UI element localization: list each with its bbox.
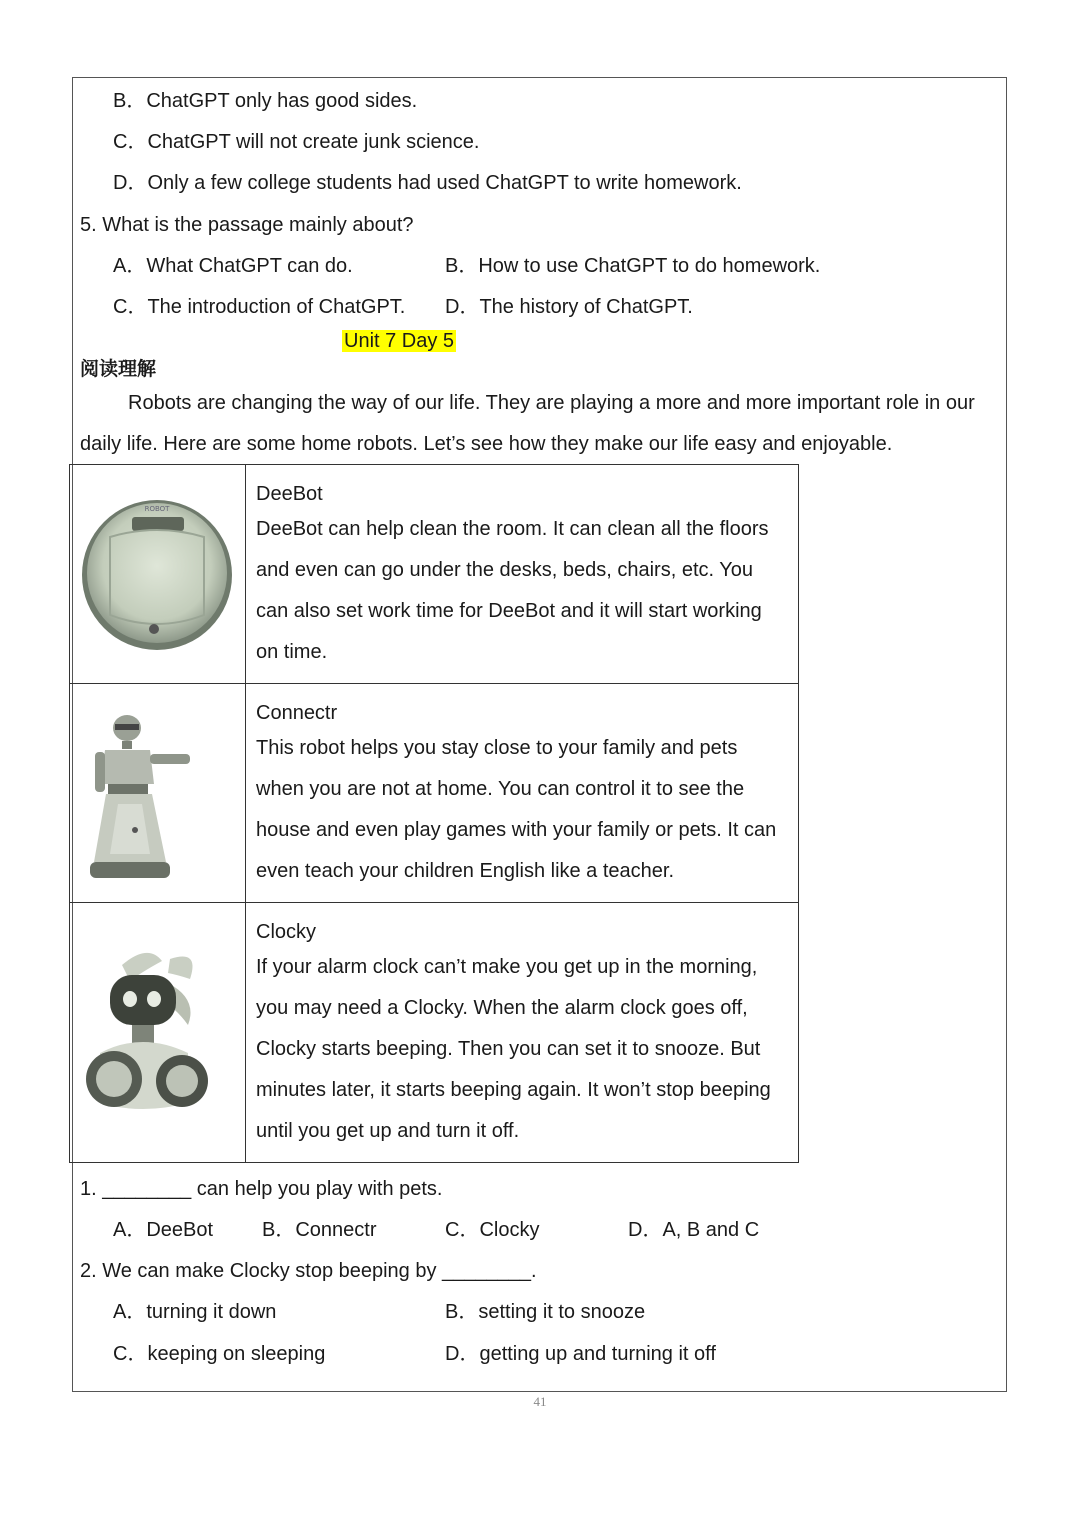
robot-text-cell	[246, 903, 799, 1163]
robot-image-cell	[70, 684, 246, 903]
robot-row-connectr	[70, 684, 799, 903]
q5-option-a: A．What ChatGPT can do.	[113, 255, 353, 277]
q1-option-b: B．Connectr	[262, 1219, 377, 1241]
prev-option-b: B．ChatGPT only has good sides.	[113, 90, 418, 112]
page-number: 41	[533, 1394, 547, 1409]
q1-option-d: D．A, B and C	[628, 1219, 760, 1241]
q5-option-d: D．The history of ChatGPT.	[445, 296, 693, 318]
q1-option-c: C．Clocky	[445, 1219, 540, 1241]
robot-text-cell	[246, 684, 799, 903]
q1-stem: 1. ________ can help you play with pets.	[80, 1178, 443, 1200]
robot-name: Clocky	[256, 921, 317, 943]
intro-paragraph	[80, 383, 1005, 465]
q2-option-c: C．keeping on sleeping	[113, 1343, 326, 1365]
unit-heading: Unit 7 Day 5	[344, 330, 455, 352]
q5-option-c: C．The introduction of ChatGPT.	[113, 296, 406, 318]
prev-option-d: D．Only a few college students had used ChatGPT to write homework.	[113, 172, 742, 194]
q5-option-b: B．How to use ChatGPT to do homework.	[445, 255, 821, 277]
q2-stem: 2. We can make Clocky stop beeping by ________.	[80, 1260, 537, 1282]
q5-stem: 5. What is the passage mainly about?	[80, 214, 414, 236]
robot-vacuum-icon	[70, 465, 245, 683]
robot-name: Connectr	[256, 702, 338, 724]
intro-text: Robots are changing the way of our life. They are playing a more and more important role in our daily life. Here are some home robots. Let’s see how they make our life easy and enjoyable.	[80, 392, 975, 455]
alarm-clock-robot-icon	[70, 903, 245, 1162]
robots-table	[69, 464, 799, 1163]
robot-image-cell	[70, 465, 246, 684]
svg-text:ROBOT: ROBOT	[144, 505, 170, 513]
robot-description: DeeBot can help clean the room. It can clean all the floors and even can go under the desks, beds, chairs, etc. You can also set work time for DeeBot and it will start working on time.	[256, 518, 769, 663]
robot-image-cell	[70, 903, 246, 1163]
robot-text-cell	[246, 465, 799, 684]
q2-option-d: D．getting up and turning it off	[445, 1343, 716, 1365]
robot-description: This robot helps you stay close to your family and pets when you are not at home. You can control it to see the house and even play games with your family or pets. It can even teach your children English like a teacher.	[256, 737, 777, 882]
prev-option-c: C．ChatGPT will not create junk science.	[113, 131, 480, 153]
robot-description: If your alarm clock can’t make you get up in the morning, you may need a Clocky. When the alarm clock goes off, Clocky starts beeping. Then you can set it to snooze. But minutes later, it starts beeping again. It won’t stop beeping until you get up and turn it off.	[256, 956, 771, 1142]
q2-option-b: B．setting it to snooze	[445, 1301, 646, 1323]
section-title: 阅读理解	[80, 358, 157, 380]
robot-row-deebot	[70, 465, 799, 684]
robot-name: DeeBot	[256, 483, 323, 505]
q2-option-a: A．turning it down	[113, 1301, 277, 1323]
robot-row-clocky	[70, 903, 799, 1163]
humanoid-robot-icon	[70, 684, 245, 902]
q1-option-a: A．DeeBot	[113, 1219, 214, 1241]
